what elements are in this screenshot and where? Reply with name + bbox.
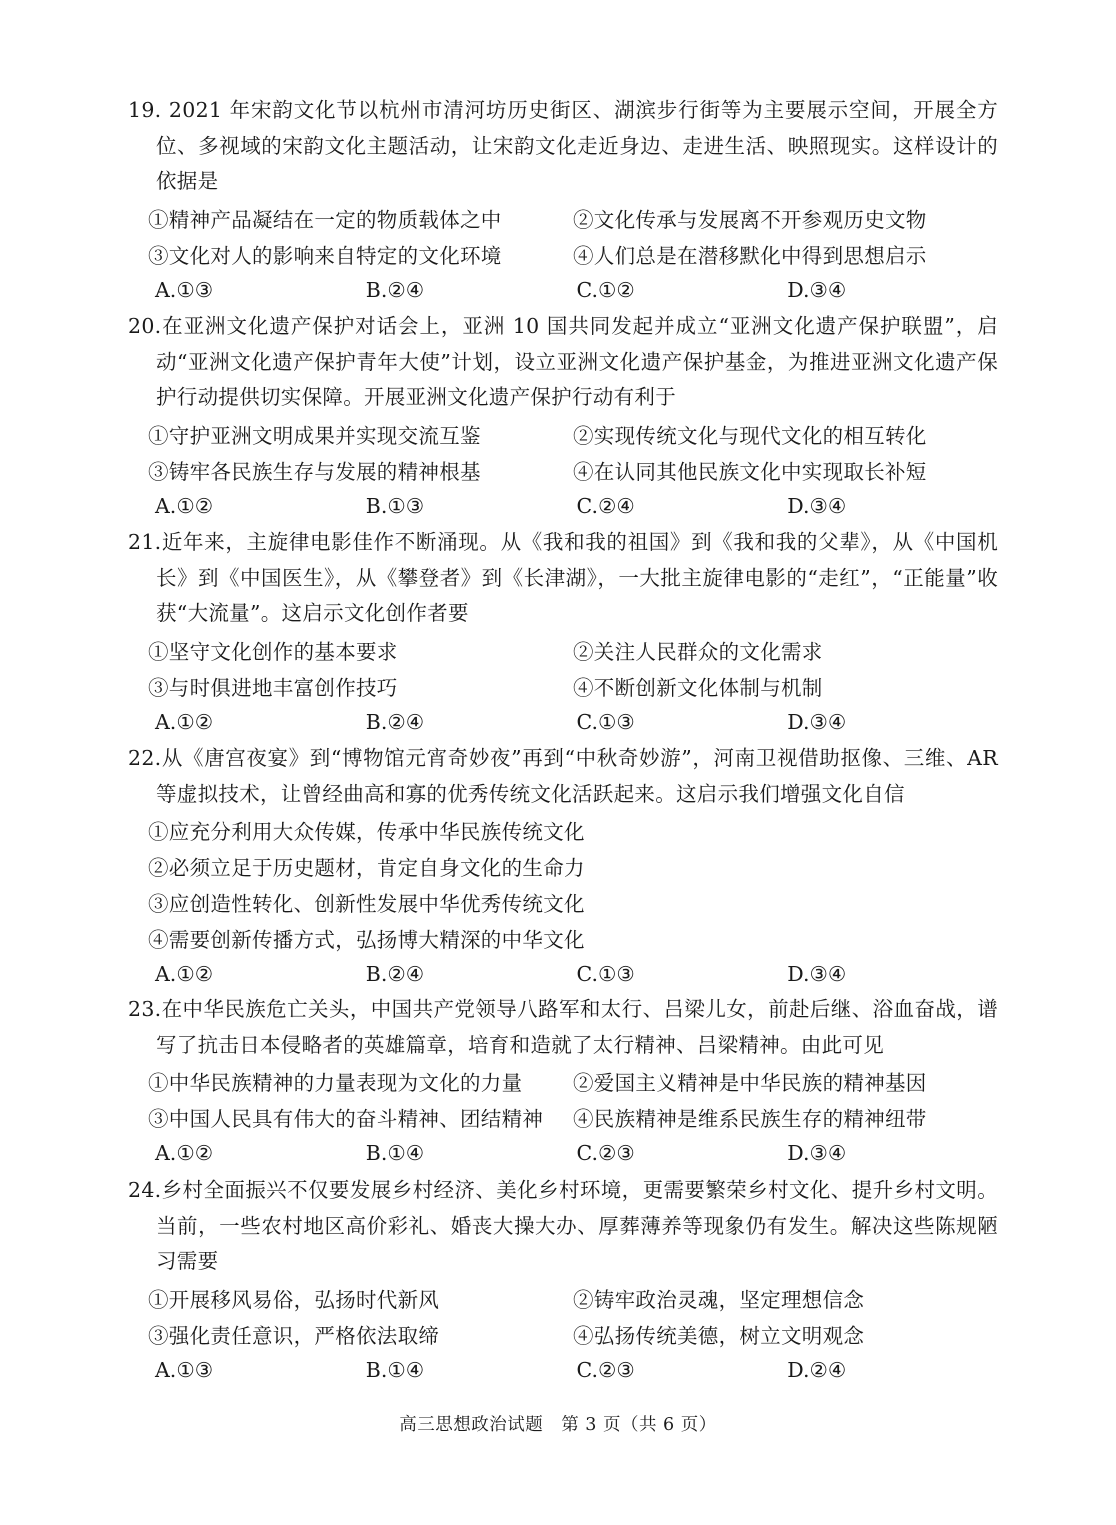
answer-choices <box>128 704 998 740</box>
option-3: ③文化对人的影响来自特定的文化环境 <box>148 243 502 268</box>
option-3: ③中国人民具有伟大的奋斗精神、团结精神 <box>148 1107 544 1131</box>
answer-a: A.①② <box>155 962 214 986</box>
answer-a: A.①② <box>155 493 214 518</box>
option-2: ②关注人民群众的文化需求 <box>573 639 823 664</box>
option-2: ②铸牢政治灵魂，坚定理想信念 <box>573 1287 865 1312</box>
option-4: ④人们总是在潜移默化中得到思想启示 <box>573 243 927 268</box>
question-19 <box>128 93 998 308</box>
option-3: ③应创造性转化、创新性发展中华优秀传统文化 <box>148 892 585 916</box>
answer-a: A.①② <box>155 709 214 734</box>
option-4: ④在认同其他民族文化中实现取长补短 <box>573 459 927 484</box>
answer-d: D.②④ <box>787 1357 847 1382</box>
answer-b: B.①④ <box>365 1141 425 1165</box>
option-1: ①应充分利用大众传媒，传承中华民族传统文化 <box>148 820 585 844</box>
option-4: ④不断创新文化体制与机制 <box>573 675 823 700</box>
answer-a: A.①② <box>155 1141 214 1165</box>
answer-d: D.③④ <box>787 962 847 986</box>
answer-b: B.②④ <box>365 277 425 302</box>
question-23 <box>128 992 998 1171</box>
option-1: ①中华民族精神的力量表现为文化的力量 <box>148 1071 523 1095</box>
answer-c: C.①② <box>576 277 635 302</box>
option-1: ①精神产品凝结在一定的物质载体之中 <box>148 207 502 232</box>
answer-b: B.②④ <box>365 962 425 986</box>
answer-d: D.③④ <box>787 709 847 734</box>
question-stem: 23.在中华民族危亡关头，中国共产党领导八路军和太行、吕梁儿女，前赴后继、浴血奋战，谱写了抗击日本侵略者的英雄篇章，培育和造就了太行精神、吕梁精神。由此可见 <box>128 997 998 1057</box>
answer-d: D.③④ <box>787 277 847 302</box>
question-21 <box>128 525 998 740</box>
answer-b: B.②④ <box>365 709 425 734</box>
option-list <box>128 812 998 956</box>
option-list <box>128 1280 998 1352</box>
answer-c: C.②③ <box>576 1357 635 1382</box>
question-22 <box>128 741 998 992</box>
option-4: ④民族精神是维系民族生存的精神纽带 <box>573 1107 927 1131</box>
page-footer: 高三思想政治试题 第 3 页（共 6 页） <box>399 1415 717 1435</box>
option-1: ①守护亚洲文明成果并实现交流互鉴 <box>148 423 481 448</box>
answer-choices <box>128 1352 998 1388</box>
answer-c: C.①③ <box>576 962 635 986</box>
answer-a: A.①③ <box>155 1357 214 1382</box>
question-stem: 22.从《唐宫夜宴》到“博物馆元宵奇妙夜”再到“中秋奇妙游”，河南卫视借助抠像、三维、AR等虚拟技术，让曾经曲高和寡的优秀传统文化活跃起来。这启示我们增强文化自信 <box>128 746 998 806</box>
answer-d: D.③④ <box>787 1141 847 1165</box>
answer-choices <box>128 956 998 992</box>
option-list <box>128 416 998 488</box>
option-list <box>128 1063 998 1135</box>
option-2: ②实现传统文化与现代文化的相互转化 <box>573 423 927 448</box>
answer-c: C.②④ <box>576 493 635 518</box>
question-20 <box>128 309 998 524</box>
question-stem: 24.乡村全面振兴不仅要发展乡村经济、美化乡村环境，更需要繁荣乡村文化、提升乡村文明。当前，一些农村地区高价彩礼、婚丧大操大办、厚葬薄养等现象仍有发生。解决这些陈规陋习需要 <box>128 1178 998 1273</box>
option-1: ①开展移风易俗，弘扬时代新风 <box>148 1287 440 1312</box>
question-stem: 20.在亚洲文化遗产保护对话会上，亚洲 10 国共同发起并成立“亚洲文化遗产保护联盟”，启动“亚洲文化遗产保护青年大使”计划，设立亚洲文化遗产保护基金，为推进亚洲文化遗产保护行动提供切实保障。开展亚洲文化遗产保护行动有利于 <box>128 314 998 409</box>
option-2: ②必须立足于历史题材，肯定自身文化的生命力 <box>148 856 585 880</box>
option-3: ③强化责任意识，严格依法取缔 <box>148 1323 440 1348</box>
answer-a: A.①③ <box>155 277 214 302</box>
question-stem: 19. 2021 年宋韵文化节以杭州市清河坊历史街区、湖滨步行街等为主要展示空间，开展全方位、多视域的宋韵文化主题活动，让宋韵文化走近身边、走进生活、映照现实。这样设计的依据是 <box>128 98 998 193</box>
question-stem: 21.近年来，主旋律电影佳作不断涌现。从《我和我的祖国》到《我和我的父辈》，从《中国机长》到《中国医生》，从《攀登者》到《长津湖》，一大批主旋律电影的“走红”，“正能量”收获“大流量”。这启示文化创作者要 <box>128 530 998 625</box>
option-list <box>128 200 998 272</box>
answer-choices <box>128 488 998 524</box>
answer-d: D.③④ <box>787 493 847 518</box>
option-3: ③与时俱进地丰富创作技巧 <box>148 675 398 700</box>
option-1: ①坚守文化创作的基本要求 <box>148 639 398 664</box>
answer-c: C.②③ <box>576 1141 635 1165</box>
option-3: ③铸牢各民族生存与发展的精神根基 <box>148 459 481 484</box>
answer-c: C.①③ <box>576 709 635 734</box>
option-2: ②爱国主义精神是中华民族的精神基因 <box>573 1071 927 1095</box>
option-4: ④需要创新传播方式，弘扬博大精深的中华文化 <box>148 928 585 952</box>
answer-b: B.①③ <box>365 493 425 518</box>
option-2: ②文化传承与发展离不开参观历史文物 <box>573 207 927 232</box>
answer-choices <box>128 272 998 308</box>
answer-b: B.①④ <box>365 1357 425 1382</box>
option-4: ④弘扬传统美德，树立文明观念 <box>573 1323 865 1348</box>
question-24 <box>128 1173 998 1388</box>
answer-choices <box>128 1135 998 1171</box>
option-list <box>128 632 998 704</box>
